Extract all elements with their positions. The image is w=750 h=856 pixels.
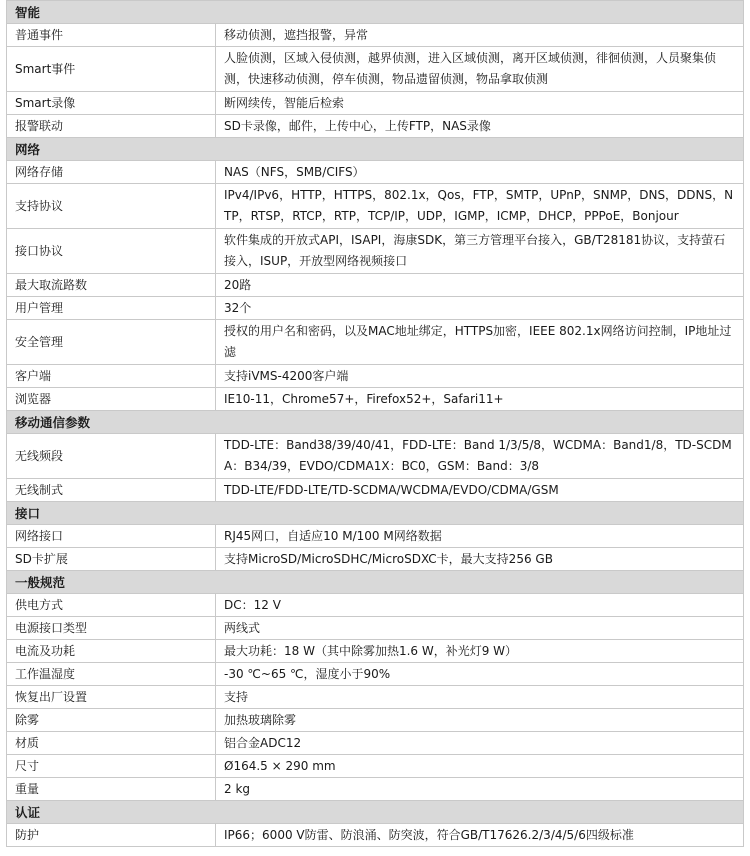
spec-key: 电流及功耗 (7, 640, 216, 663)
table-row (7, 479, 744, 502)
table-row (7, 824, 744, 847)
spec-key: 尺寸 (7, 755, 216, 778)
table-row (7, 755, 744, 778)
table-row (7, 47, 744, 92)
table-row (7, 229, 744, 274)
spec-value: SD卡录像，邮件，上传中心，上传FTP，NAS录像 (216, 115, 744, 138)
spec-key: 电源接口类型 (7, 617, 216, 640)
section-header (7, 571, 744, 594)
spec-value: 铝合金ADC12 (216, 732, 744, 755)
spec-key: 报警联动 (7, 115, 216, 138)
spec-value: 授权的用户名和密码，以及MAC地址绑定，HTTPS加密，IEEE 802.1x网络访问控制，IP地址过滤 (216, 320, 744, 365)
spec-value: 20路 (216, 274, 744, 297)
section-title: 认证 (7, 801, 744, 824)
spec-value: TDD-LTE：Band38/39/40/41，FDD-LTE：Band 1/3/5/8，WCDMA：Band1/8，TD-SCDMA：B34/39，EVDO/CDMA1X：BC0，GSM：Band：3/8 (216, 434, 744, 479)
table-row (7, 732, 744, 755)
table-row (7, 274, 744, 297)
spec-key: 用户管理 (7, 297, 216, 320)
section-header (7, 138, 744, 161)
spec-value: 断网续传，智能后检索 (216, 92, 744, 115)
spec-value: TDD-LTE/FDD-LTE/TD-SCDMA/WCDMA/EVDO/CDMA/GSM (216, 479, 744, 502)
section-header (7, 1, 744, 24)
spec-value: 移动侦测，遮挡报警，异常 (216, 24, 744, 47)
spec-value: 加热玻璃除雾 (216, 709, 744, 732)
spec-key: Smart事件 (7, 47, 216, 92)
section-title: 智能 (7, 1, 744, 24)
spec-value: Ø164.5 × 290 mm (216, 755, 744, 778)
table-row (7, 388, 744, 411)
spec-key: 客户端 (7, 365, 216, 388)
table-row (7, 778, 744, 801)
table-row (7, 525, 744, 548)
table-row (7, 594, 744, 617)
spec-value: IE10-11，Chrome57+，Firefox52+，Safari11+ (216, 388, 744, 411)
section-header (7, 411, 744, 434)
table-row (7, 640, 744, 663)
spec-value: 32个 (216, 297, 744, 320)
spec-value: 人脸侦测，区域入侵侦测，越界侦测，进入区域侦测，离开区域侦测，徘徊侦测，人员聚集侦测，快速移动侦测，停车侦测，物品遗留侦测，物品拿取侦测 (216, 47, 744, 92)
spec-value: 软件集成的开放式API，ISAPI，海康SDK，第三方管理平台接入，GB/T28181协议，支持萤石接入，ISUP，开放型网络视频接口 (216, 229, 744, 274)
spec-value: 支持 (216, 686, 744, 709)
table-row (7, 92, 744, 115)
section-title: 接口 (7, 502, 744, 525)
spec-value: -30 ℃~65 ℃，湿度小于90% (216, 663, 744, 686)
spec-key: 支持协议 (7, 184, 216, 229)
table-row (7, 617, 744, 640)
spec-value: IP66；6000 V防雷、防浪涌、防突波，符合GB/T17626.2/3/4/5/6四级标准 (216, 824, 744, 847)
spec-value: DC：12 V (216, 594, 744, 617)
spec-key: 网络存储 (7, 161, 216, 184)
table-row (7, 365, 744, 388)
spec-key: 材质 (7, 732, 216, 755)
spec-key: 防护 (7, 824, 216, 847)
spec-key: 工作温湿度 (7, 663, 216, 686)
table-row (7, 184, 744, 229)
spec-value: RJ45网口，自适应10 M/100 M网络数据 (216, 525, 744, 548)
spec-key: Smart录像 (7, 92, 216, 115)
section-title: 网络 (7, 138, 744, 161)
spec-key: 网络接口 (7, 525, 216, 548)
table-row (7, 663, 744, 686)
section-title: 一般规范 (7, 571, 744, 594)
spec-key: 接口协议 (7, 229, 216, 274)
table-row (7, 115, 744, 138)
table-row (7, 434, 744, 479)
section-header (7, 801, 744, 824)
table-row (7, 548, 744, 571)
table-row (7, 24, 744, 47)
spec-key: 普通事件 (7, 24, 216, 47)
table-row (7, 686, 744, 709)
spec-key: 供电方式 (7, 594, 216, 617)
spec-table (6, 0, 744, 847)
section-header (7, 502, 744, 525)
spec-key: 无线频段 (7, 434, 216, 479)
spec-key: 浏览器 (7, 388, 216, 411)
spec-value: IPv4/IPv6，HTTP，HTTPS，802.1x，Qos，FTP，SMTP，UPnP，SNMP，DNS，DDNS，NTP，RTSP，RTCP，RTP，TCP/IP，UDP，IGMP，ICMP，DHCP，PPPoE，Bonjour (216, 184, 744, 229)
section-title: 移动通信参数 (7, 411, 744, 434)
spec-value: NAS（NFS，SMB/CIFS） (216, 161, 744, 184)
spec-key: 无线制式 (7, 479, 216, 502)
spec-key: 安全管理 (7, 320, 216, 365)
table-row (7, 709, 744, 732)
table-row (7, 297, 744, 320)
spec-value: 支持iVMS-4200客户端 (216, 365, 744, 388)
spec-key: 恢复出厂设置 (7, 686, 216, 709)
spec-value: 支持MicroSD/MicroSDHC/MicroSDXC卡，最大支持256 GB (216, 548, 744, 571)
spec-value: 最大功耗：18 W（其中除雾加热1.6 W，补光灯9 W） (216, 640, 744, 663)
spec-key: 重量 (7, 778, 216, 801)
spec-key: SD卡扩展 (7, 548, 216, 571)
table-row (7, 320, 744, 365)
spec-value: 两线式 (216, 617, 744, 640)
spec-key: 最大取流路数 (7, 274, 216, 297)
spec-value: 2 kg (216, 778, 744, 801)
spec-key: 除雾 (7, 709, 216, 732)
table-row (7, 161, 744, 184)
